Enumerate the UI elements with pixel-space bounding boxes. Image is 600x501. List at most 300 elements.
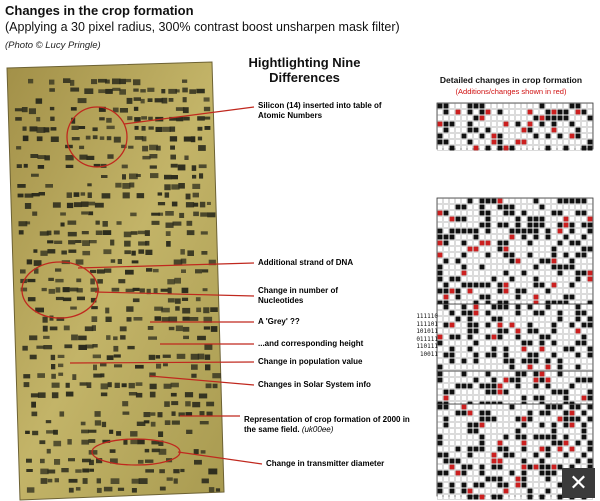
grid-cell: [540, 465, 545, 470]
grid-cell: [480, 140, 485, 145]
grid-cell: [552, 423, 557, 428]
crop-mark: [88, 192, 92, 198]
grid-cell: [450, 423, 455, 428]
crop-mark: [50, 327, 58, 331]
grid-cell: [492, 465, 497, 470]
grid-cell: [576, 378, 581, 383]
grid-cell: [546, 365, 551, 370]
grid-cell: [480, 128, 485, 133]
crop-mark: [22, 346, 27, 351]
grid-cell: [492, 341, 497, 346]
grid-cell: [564, 110, 569, 115]
crop-mark: [109, 430, 113, 434]
grid-cell: [522, 459, 527, 464]
grid-cell: [480, 289, 485, 294]
crop-mark: [16, 146, 21, 149]
grid-cell: [510, 110, 515, 115]
grid-cell: [582, 116, 587, 121]
crop-mark: [135, 365, 144, 369]
grid-cell: [570, 241, 575, 246]
grid-cell: [534, 353, 539, 358]
grid-cell: [540, 116, 545, 121]
grid-cell: [546, 453, 551, 458]
grid-cell: [576, 305, 581, 310]
crop-mark: [186, 194, 191, 200]
grid-cell: [570, 104, 575, 109]
grid-cell: [552, 323, 557, 328]
grid-cell: [570, 423, 575, 428]
crop-mark: [216, 488, 220, 491]
crop-mark: [66, 165, 74, 168]
grid-cell: [480, 495, 485, 500]
grid-cell: [438, 140, 443, 145]
grid-cell: [540, 283, 545, 288]
grid-cell: [546, 295, 551, 300]
grid-cell: [540, 217, 545, 222]
grid-cell: [456, 429, 461, 434]
grid-cell: [564, 289, 569, 294]
crop-mark: [120, 335, 126, 339]
grid-cell: [510, 311, 515, 316]
grid-cell: [582, 134, 587, 139]
grid-cell: [444, 329, 449, 334]
grid-cell: [588, 353, 593, 358]
grid-cell: [474, 265, 479, 270]
grid-cell: [540, 423, 545, 428]
crop-mark: [142, 146, 148, 152]
crop-mark: [119, 79, 126, 84]
photo-credit: (Photo © Lucy Pringle): [5, 40, 101, 51]
grid-cell: [492, 435, 497, 440]
grid-cell: [540, 453, 545, 458]
grid-cell: [570, 447, 575, 452]
grid-cell: [516, 235, 521, 240]
crop-mark: [202, 479, 209, 484]
grid-cell: [516, 271, 521, 276]
crop-mark: [89, 240, 97, 243]
grid-cell: [450, 271, 455, 276]
grid-cell: [510, 378, 515, 383]
grid-cell: [444, 223, 449, 228]
grid-cell: [450, 441, 455, 446]
crop-mark: [175, 306, 180, 311]
grid-cell: [522, 116, 527, 121]
grid-cell: [498, 483, 503, 488]
grid-cell: [582, 441, 587, 446]
grid-cell: [498, 453, 503, 458]
grid-cell: [438, 378, 443, 383]
grid-cell: [528, 323, 533, 328]
grid-cell: [498, 429, 503, 434]
grid-cell: [528, 289, 533, 294]
grid-cell: [564, 317, 569, 322]
crop-mark: [199, 394, 207, 399]
grid-cell: [588, 289, 593, 294]
grid-cell: [516, 305, 521, 310]
grid-cell: [546, 495, 551, 500]
grid-cell: [558, 122, 563, 127]
grid-cell: [588, 323, 593, 328]
grid-cell: [474, 317, 479, 322]
grid-cell: [456, 229, 461, 234]
grid-cell: [510, 277, 515, 282]
crop-mark: [186, 430, 192, 434]
crop-mark: [53, 430, 58, 435]
crop-mark: [50, 107, 54, 110]
grid-cell: [486, 441, 491, 446]
grid-cell: [450, 323, 455, 328]
crop-mark: [104, 487, 113, 492]
grid-cell: [510, 116, 515, 121]
crop-mark: [131, 231, 138, 235]
crop-mark: [156, 364, 161, 369]
grid-cell: [558, 104, 563, 109]
crop-mark: [182, 80, 187, 83]
crop-mark: [169, 98, 174, 102]
grid-cell: [582, 271, 587, 276]
grid-cell: [564, 241, 569, 246]
crop-mark: [156, 355, 160, 359]
grid-cell: [462, 372, 467, 377]
grid-cell: [492, 104, 497, 109]
grid-cell: [462, 465, 467, 470]
crop-mark: [29, 335, 37, 340]
grid-cell: [462, 423, 467, 428]
grid-cell: [474, 283, 479, 288]
grid-cell: [498, 134, 503, 139]
grid-cell: [564, 378, 569, 383]
grid-cell: [444, 417, 449, 422]
grid-cell: [558, 311, 563, 316]
crop-mark: [92, 344, 97, 348]
grid-cell: [534, 140, 539, 145]
grid-cell: [468, 199, 473, 204]
grid-cell: [456, 378, 461, 383]
grid-cell: [546, 277, 551, 282]
grid-cell: [552, 205, 557, 210]
crop-mark: [44, 127, 50, 132]
grid-cell: [558, 241, 563, 246]
grid-cell: [540, 365, 545, 370]
crop-mark: [23, 136, 29, 142]
grid-cell: [528, 459, 533, 464]
crop-mark: [161, 89, 165, 93]
grid-cell: [534, 253, 539, 258]
grid-cell: [558, 396, 563, 401]
grid-cell: [588, 329, 593, 334]
crop-mark: [70, 80, 74, 86]
grid-cell: [468, 317, 473, 322]
grid-cell: [534, 341, 539, 346]
grid-cell: [546, 471, 551, 476]
crop-mark: [170, 136, 177, 141]
grid-cell: [564, 122, 569, 127]
grid-cell: [528, 378, 533, 383]
grid-cell: [492, 335, 497, 340]
grid-cell: [540, 247, 545, 252]
grid-cell: [504, 447, 509, 452]
grid-cell: [516, 429, 521, 434]
grid-cell: [468, 140, 473, 145]
grid-cell: [510, 199, 515, 204]
crop-mark: [111, 259, 116, 263]
grid-cell: [564, 384, 569, 389]
grid-cell: [546, 217, 551, 222]
grid-cell: [486, 104, 491, 109]
grid-cell: [540, 417, 545, 422]
grid-cell: [504, 311, 509, 316]
grid-cell: [474, 495, 479, 500]
grid-cell: [558, 277, 563, 282]
grid-cell: [486, 235, 491, 240]
crop-mark: [106, 335, 110, 340]
grid-cell: [450, 205, 455, 210]
grid-cell: [474, 128, 479, 133]
grid-cell: [558, 199, 563, 204]
grid-cell: [486, 311, 491, 316]
grid-cell: [552, 122, 557, 127]
grid-cell: [558, 441, 563, 446]
grid-cell: [576, 134, 581, 139]
grid-cell: [528, 271, 533, 276]
grid-cell: [516, 104, 521, 109]
crop-mark: [36, 98, 43, 103]
grid-cell: [570, 317, 575, 322]
grid-cell: [582, 323, 587, 328]
grid-cell: [516, 241, 521, 246]
grid-cell: [468, 289, 473, 294]
crop-mark: [26, 221, 31, 224]
grid-cell: [558, 359, 563, 364]
grid-cell: [504, 417, 509, 422]
binary-column: [396, 313, 438, 359]
crop-mark: [47, 470, 55, 474]
crop-mark: [51, 374, 56, 379]
grid-cell: [570, 335, 575, 340]
crop-mark: [171, 401, 178, 405]
grid-cell: [546, 265, 551, 270]
crop-mark: [75, 469, 81, 473]
crop-mark: [123, 412, 130, 415]
grid-cell: [444, 247, 449, 252]
crop-mark: [174, 478, 178, 483]
grid-cell: [522, 441, 527, 446]
grid-cell: [528, 317, 533, 322]
grid-cell: [516, 128, 521, 133]
crop-mark: [31, 174, 39, 177]
grid-cell: [522, 128, 527, 133]
grid-cell: [438, 483, 443, 488]
grid-cell: [522, 489, 527, 494]
grid-cell: [480, 453, 485, 458]
grid-cell: [438, 423, 443, 428]
grid-cell: [504, 259, 509, 264]
grid-cell: [468, 465, 473, 470]
grid-cell: [582, 429, 587, 434]
grid-cell: [474, 211, 479, 216]
crop-mark: [140, 89, 146, 92]
grid-cell: [540, 104, 545, 109]
crop-mark: [182, 88, 188, 93]
grid-cell: [510, 417, 515, 422]
crop-mark: [132, 260, 139, 263]
grid-cell: [582, 253, 587, 258]
crop-mark: [102, 422, 106, 427]
crop-mark: [93, 127, 98, 131]
grid-cell: [516, 396, 521, 401]
grid-cell: [462, 471, 467, 476]
crop-mark: [124, 241, 131, 247]
grid-cell: [558, 317, 563, 322]
grid-cell: [492, 247, 497, 252]
crop-mark: [38, 165, 44, 169]
grid-cell: [456, 253, 461, 258]
crop-mark: [204, 97, 210, 101]
grid-cell: [576, 359, 581, 364]
crop-mark: [30, 126, 38, 131]
grid-cell: [474, 229, 479, 234]
grid-cell: [492, 271, 497, 276]
grid-cell: [510, 122, 515, 127]
grid-cell: [564, 134, 569, 139]
grid-cell: [480, 417, 485, 422]
crop-mark: [207, 412, 213, 416]
crop-mark: [159, 469, 165, 473]
crop-mark: [47, 240, 53, 243]
crop-mark: [166, 223, 174, 228]
grid-cell: [504, 396, 509, 401]
crop-mark: [67, 439, 71, 445]
crop-mark: [145, 241, 149, 246]
grid-cell: [444, 483, 449, 488]
grid-cell: [534, 146, 539, 151]
grid-cell: [540, 483, 545, 488]
crop-mark: [61, 223, 65, 227]
grid-cell: [468, 341, 473, 346]
grid-cell: [474, 259, 479, 264]
grid-cell: [570, 405, 575, 410]
grid-cell: [546, 465, 551, 470]
crop-mark: [24, 164, 28, 168]
grid-cell: [486, 317, 491, 322]
grid-cell: [450, 477, 455, 482]
grid-cell: [444, 471, 449, 476]
grid-cell: [456, 271, 461, 276]
crop-mark: [43, 326, 48, 332]
grid-cell: [582, 384, 587, 389]
crop-mark: [122, 165, 128, 169]
crop-mark: [33, 249, 37, 253]
grid-cell: [438, 317, 443, 322]
crop-mark: [114, 137, 121, 143]
grid-cell: [510, 435, 515, 440]
grid-cell: [576, 353, 581, 358]
grid-cell: [462, 253, 467, 258]
grid-cell: [462, 199, 467, 204]
grid-cell: [558, 223, 563, 228]
crop-mark: [78, 98, 87, 103]
grid-cell: [450, 359, 455, 364]
grid-cell: [438, 116, 443, 121]
grid-cell: [468, 217, 473, 222]
grid-cell: [444, 305, 449, 310]
grid-cell: [570, 140, 575, 145]
grid-cell: [450, 384, 455, 389]
crop-mark: [152, 221, 160, 225]
grid-cell: [510, 495, 515, 500]
grid-cell: [516, 289, 521, 294]
grid-cell: [546, 477, 551, 482]
grid-cell: [444, 453, 449, 458]
grid-cell: [480, 229, 485, 234]
annotation-height: ...and corresponding height: [258, 339, 364, 348]
grid-cell: [486, 423, 491, 428]
grid-cell: [588, 235, 593, 240]
grid-cell: [450, 116, 455, 121]
grid-cell: [480, 295, 485, 300]
crop-mark: [100, 363, 107, 366]
grid-cell: [444, 271, 449, 276]
grid-cell: [456, 417, 461, 422]
grid-cell: [498, 247, 503, 252]
grid-cell: [480, 205, 485, 210]
crop-mark: [72, 126, 79, 130]
grid-cell: [534, 441, 539, 446]
grid-cell: [516, 477, 521, 482]
grid-cell: [534, 471, 539, 476]
grid-cell: [534, 489, 539, 494]
grid-cell: [552, 396, 557, 401]
grid-cell: [462, 104, 467, 109]
grid-cell: [516, 447, 521, 452]
crop-mark: [89, 469, 94, 472]
grid-cell: [456, 116, 461, 121]
grid-cell: [492, 359, 497, 364]
grid-cell: [528, 429, 533, 434]
corner-logo-icon: ✕: [562, 468, 595, 498]
grid-cell: [450, 317, 455, 322]
grid-cell: [486, 396, 491, 401]
crop-mark: [205, 355, 211, 360]
crop-mark: [204, 117, 210, 120]
grid-cell: [504, 423, 509, 428]
crop-mark: [183, 97, 187, 102]
grid-cell: [444, 128, 449, 133]
grid-cell: [516, 110, 521, 115]
grid-cell: [558, 265, 563, 270]
crop-mark: [163, 355, 171, 358]
grid-cell: [582, 372, 587, 377]
grid-cell: [480, 277, 485, 282]
crop-mark: [78, 336, 87, 341]
crop-mark: [66, 383, 70, 388]
grid-cell: [570, 128, 575, 133]
grid-cell: [564, 417, 569, 422]
grid-cell: [588, 305, 593, 310]
grid-cell: [516, 465, 521, 470]
grid-cell: [528, 423, 533, 428]
grid-cell: [444, 405, 449, 410]
crop-mark: [47, 449, 51, 454]
crop-mark: [19, 230, 24, 234]
grid-cell: [510, 483, 515, 488]
grid-cell: [444, 146, 449, 151]
grid-cell: [438, 122, 443, 127]
grid-cell: [498, 128, 503, 133]
grid-cell: [444, 229, 449, 234]
grid-cell: [480, 477, 485, 482]
grid-cell: [504, 128, 509, 133]
